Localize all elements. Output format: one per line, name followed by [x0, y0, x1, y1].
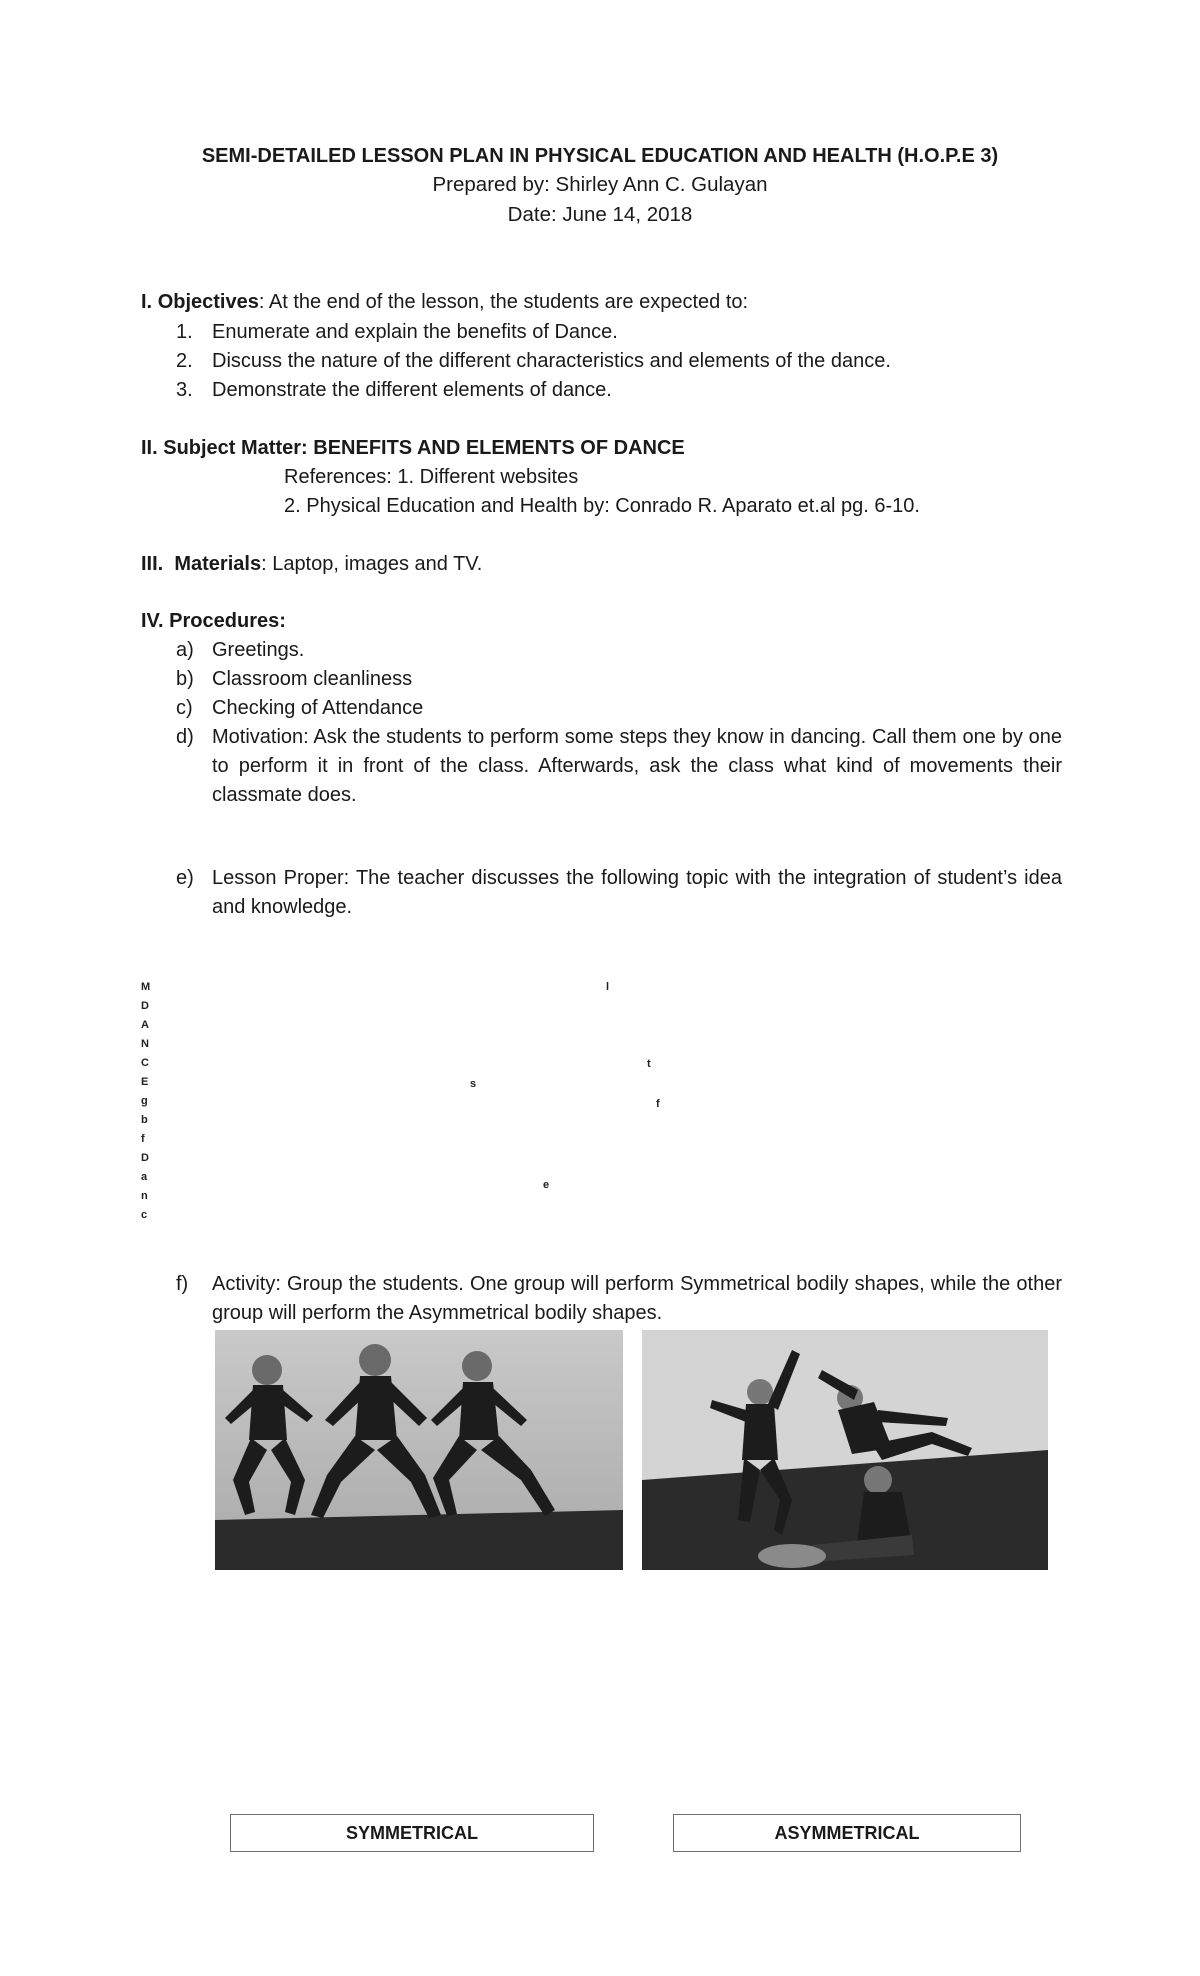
- materials-label: Materials: [174, 553, 262, 575]
- objectives-numeral: I.: [141, 291, 153, 313]
- procedure-item: a): [176, 639, 194, 661]
- procedure-item: b): [176, 668, 194, 690]
- procedure-text: Greetings.: [212, 639, 305, 661]
- objective-item: 1. Enumerate and explain the benefits of Dance.: [176, 321, 618, 343]
- stray-glyph-column: M D A N C E g b f D a n c: [141, 981, 151, 1221]
- objective-item: 3. Demonstrate the different elements of dance.: [176, 379, 612, 401]
- document-title: SEMI-DETAILED LESSON PLAN IN PHYSICAL EDUCATION AND HEALTH (H.O.P.E 3): [201, 145, 999, 167]
- reference-2: 2. Physical Education and Health by: Conrado R. Aparato et.al pg. 6-10.: [284, 495, 920, 517]
- procedure-text: Checking of Attendance: [212, 697, 424, 719]
- materials-text: : Laptop, images and TV.: [261, 553, 483, 575]
- symmetrical-dance-photo: [215, 1330, 623, 1570]
- materials-numeral: III.: [141, 553, 164, 575]
- stray-glyph: l: [606, 981, 610, 993]
- lesson-date: Date: June 14, 2018: [507, 203, 693, 226]
- procedure-item: f): [176, 1273, 189, 1295]
- procedure-item: c): [176, 697, 193, 719]
- objectives-label: Objectives: [157, 291, 259, 313]
- objectives-intro: : At the end of the lesson, the students are expected to:: [258, 291, 749, 313]
- procedure-text: Lesson Proper: The teacher discusses the following topic with the integration of student’s idea and knowledge.: [212, 867, 1062, 918]
- asymmetrical-caption: ASYMMETRICAL: [673, 1814, 1021, 1852]
- prepared-by: Prepared by: Shirley Ann C. Gulayan: [432, 173, 768, 196]
- objectives-heading: [141, 288, 748, 317]
- stray-glyph: t: [647, 1058, 651, 1070]
- procedures-heading: IV. Procedures:: [141, 610, 286, 632]
- procedure-text: Classroom cleanliness: [212, 668, 413, 690]
- procedure-item: e): [176, 867, 194, 889]
- procedure-text: Motivation: Ask the students to perform some steps they know in dancing. Call them one by one to perform it in front of the class. Afterwards, ask the class what kind of movements their classmate does.: [212, 726, 1062, 806]
- stray-glyph: s: [470, 1078, 477, 1090]
- objective-item: 2. Discuss the nature of the different characteristics and elements of the dance.: [176, 350, 891, 372]
- symmetrical-caption: SYMMETRICAL: [230, 1814, 594, 1852]
- subject-matter-heading: II. Subject Matter: BENEFITS AND ELEMENTS OF DANCE: [141, 437, 685, 459]
- procedure-item: d): [176, 726, 194, 748]
- stray-glyph: f: [656, 1098, 660, 1110]
- materials-line: [141, 550, 482, 579]
- reference-1: References: 1. Different websites: [284, 466, 579, 488]
- asymmetrical-dance-photo: [642, 1330, 1048, 1570]
- procedure-text: Activity: Group the students. One group will perform Symmetrical bodily shapes, while the other group will perform the Asymmetrical bodily shapes.: [212, 1273, 1062, 1324]
- stray-glyph: e: [543, 1179, 550, 1191]
